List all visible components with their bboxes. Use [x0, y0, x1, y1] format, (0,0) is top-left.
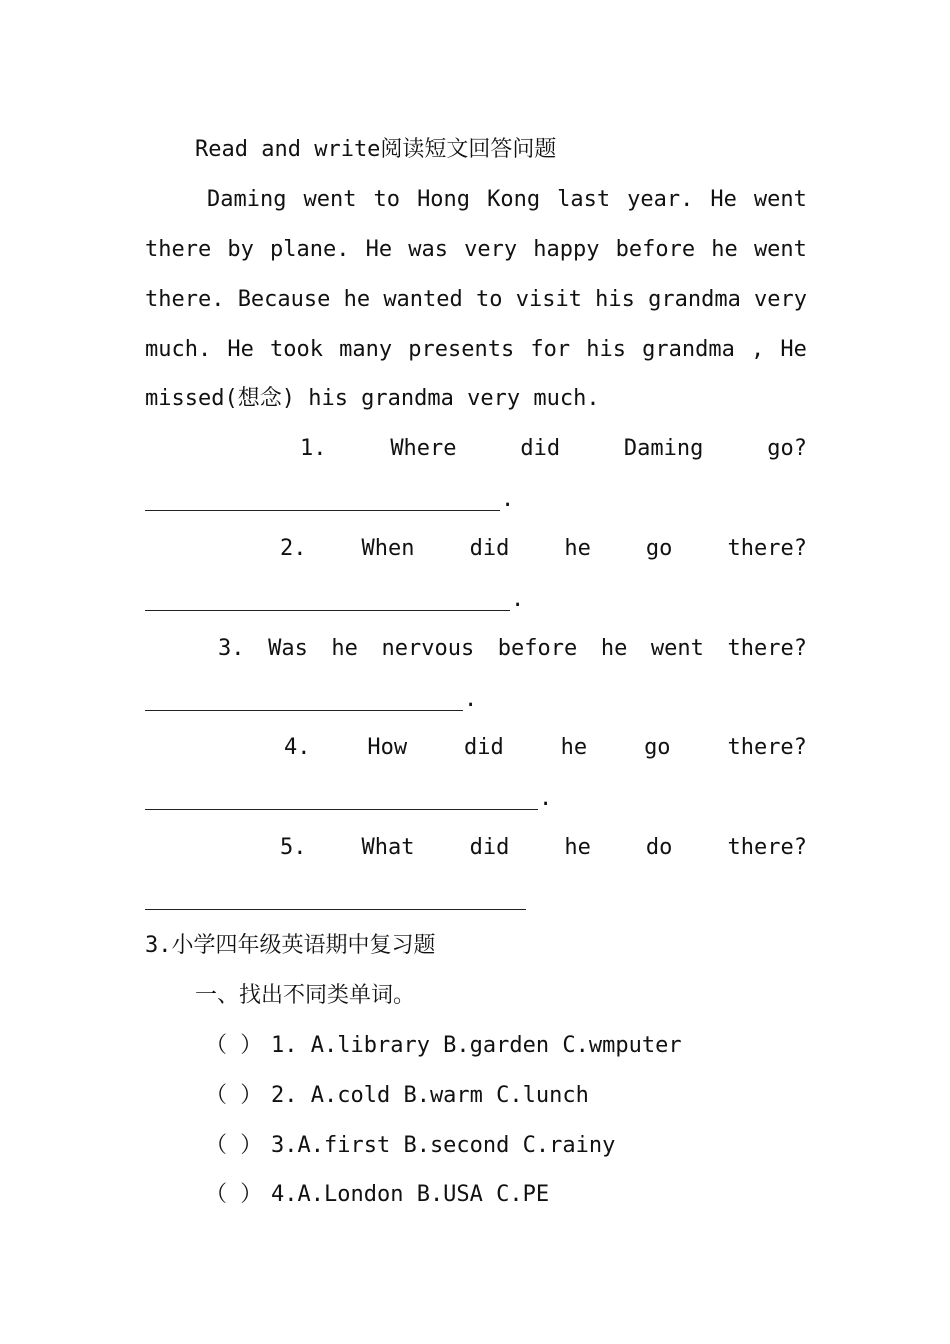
passage-word: to	[476, 287, 503, 312]
question-word: he	[331, 636, 358, 661]
answer-end-period: .	[464, 687, 478, 712]
question-word: did	[469, 835, 510, 860]
passage-word: plane.	[270, 237, 350, 262]
question-word: there?	[727, 735, 807, 760]
answer-blank[interactable]	[145, 884, 540, 914]
question-word: nervous	[381, 636, 475, 661]
passage-word: happy	[533, 237, 600, 262]
question-line	[300, 434, 807, 464]
item-text: 4.A.London B.USA C.PE	[271, 1182, 550, 1207]
passage-line	[145, 285, 807, 315]
passage-word: grandma	[648, 287, 741, 312]
question-word: go	[645, 536, 673, 561]
passage-line	[145, 335, 807, 365]
answer-end-period: .	[501, 487, 515, 512]
passage-word: went	[303, 187, 357, 212]
passage-word: last	[557, 187, 611, 212]
review-title: 3.小学四年级英语期中复习题	[145, 933, 436, 958]
item-text: 2. A.cold B.warm C.lunch	[271, 1083, 589, 1108]
question-word: did	[469, 536, 510, 561]
passage-word: grandma	[642, 337, 735, 362]
answer-end-period: .	[539, 786, 553, 811]
odd-word-item	[205, 1031, 682, 1061]
passage-word: many	[339, 337, 393, 362]
question-number: 4.	[284, 735, 311, 760]
question-word: he	[600, 636, 628, 661]
question-number: 3.	[218, 636, 245, 661]
passage-word: was	[408, 237, 449, 262]
question-word: went	[650, 636, 704, 661]
question-word: How	[367, 735, 408, 760]
answer-parentheses[interactable]: （ ）	[205, 1083, 263, 1108]
answer-underline	[145, 809, 538, 810]
passage-last-line: missed(想念) his grandma very much.	[145, 386, 600, 411]
question-number: 1.	[300, 436, 327, 461]
passage-word: by	[227, 237, 254, 262]
passage-word: He	[780, 337, 807, 362]
question-word: go?	[767, 436, 807, 461]
question-line	[218, 634, 807, 664]
question-word: there?	[727, 835, 807, 860]
passage-word: Hong	[417, 187, 471, 212]
question-line	[280, 534, 807, 564]
answer-blank[interactable]	[145, 685, 477, 715]
passage-word: wanted	[383, 287, 463, 312]
answer-blank[interactable]	[145, 485, 514, 515]
passage-word: there.	[145, 287, 225, 312]
question-word: When	[361, 536, 415, 561]
answer-underline	[145, 710, 463, 711]
passage-word: Daming	[207, 187, 287, 212]
odd-word-item	[205, 1081, 589, 1111]
item-text: 3.A.first B.second C.rainy	[271, 1133, 616, 1158]
question-word: there?	[727, 536, 807, 561]
passage-word: He	[227, 337, 254, 362]
section-heading: 一、找出不同类单词。	[195, 983, 416, 1008]
passage-word: he	[343, 287, 371, 312]
passage-word: very	[464, 237, 518, 262]
passage-word: his	[595, 287, 635, 312]
passage-word: ,	[751, 337, 765, 362]
passage-word: much.	[145, 337, 212, 362]
answer-underline	[145, 610, 510, 611]
odd-word-item	[205, 1180, 549, 1210]
passage-word: before	[615, 237, 696, 262]
answer-blank[interactable]	[145, 585, 524, 615]
reading-heading: Read and write阅读短文回答问题	[195, 137, 557, 162]
passage-word: He	[710, 187, 737, 212]
answer-parentheses[interactable]: （ ）	[205, 1033, 263, 1058]
question-word: he	[564, 536, 591, 561]
odd-word-item	[205, 1131, 615, 1161]
answer-underline	[145, 909, 526, 910]
answer-underline	[145, 510, 500, 511]
answer-end-period: .	[511, 587, 525, 612]
question-word: do	[645, 835, 673, 860]
question-number: 2.	[280, 536, 307, 561]
question-word: did	[464, 735, 504, 760]
question-line	[284, 733, 807, 763]
item-text: 1. A.library B.garden C.wmputer	[271, 1033, 682, 1058]
answer-parentheses[interactable]: （ ）	[205, 1133, 263, 1158]
passage-word: visit	[515, 287, 582, 312]
question-word: Daming	[623, 436, 704, 461]
passage-word: his	[586, 337, 627, 362]
passage-word: went	[753, 187, 807, 212]
passage-word: He	[365, 237, 393, 262]
question-word: Was	[268, 636, 308, 661]
passage-word: he	[711, 237, 738, 262]
question-word: What	[361, 835, 415, 860]
passage-word: there	[145, 237, 212, 262]
passage-line	[145, 235, 807, 265]
answer-blank[interactable]	[145, 784, 552, 814]
passage-word: very	[754, 287, 807, 312]
question-word: before	[497, 636, 578, 661]
passage-word: presents	[408, 337, 515, 362]
passage-word: Because	[237, 287, 331, 312]
passage-word: for	[530, 337, 571, 362]
question-word: did	[520, 436, 561, 461]
question-word: he	[560, 735, 588, 760]
passage-word: went	[753, 237, 807, 262]
passage-word: took	[270, 337, 323, 362]
passage-word: year.	[627, 187, 694, 212]
question-word: he	[564, 835, 591, 860]
answer-parentheses[interactable]: （ ）	[205, 1182, 263, 1207]
question-word: go	[644, 735, 671, 760]
question-word: Where	[390, 436, 457, 461]
passage-word: to	[373, 187, 401, 212]
question-line	[280, 833, 807, 863]
passage-word: Kong	[487, 187, 541, 212]
question-number: 5.	[280, 835, 307, 860]
passage-line	[207, 185, 807, 215]
question-word: there?	[727, 636, 807, 661]
